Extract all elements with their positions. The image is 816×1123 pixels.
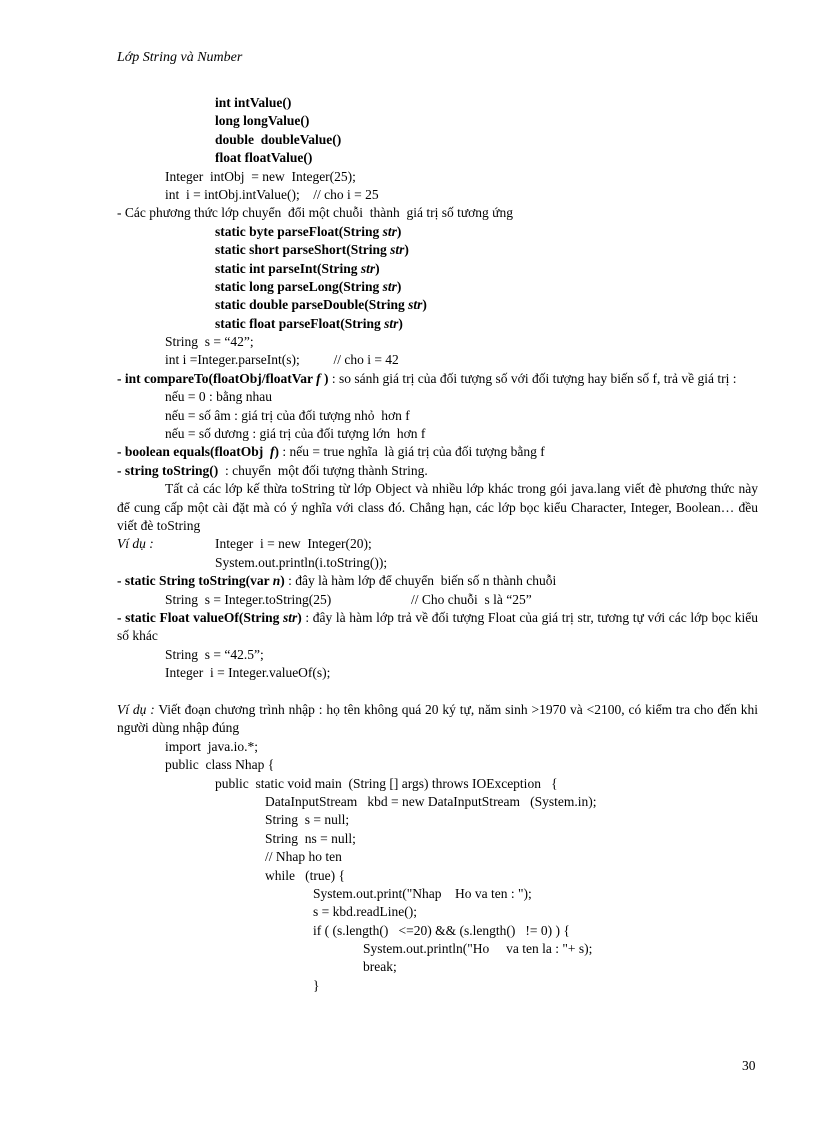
method-signature: static short parseShort(String str): [215, 242, 409, 258]
code-line: }: [313, 977, 320, 993]
method-signature: static int parseInt(String str): [215, 260, 380, 276]
method-signature: double doubleValue(): [215, 131, 342, 147]
running-header: Lớp String và Number: [117, 50, 243, 65]
code-line: String s = Integer.toString(25) // Cho chuỗi s là “25”: [165, 591, 532, 607]
code-line: Integer intObj = new Integer(25);: [165, 168, 356, 184]
code-line: System.out.println("Ho va ten la : "+ s);: [363, 941, 593, 957]
list-item: nếu = số dương : giá trị của đối tượng lớn hơn f: [165, 426, 426, 442]
example-block: Ví dụ : Integer i = new Integer(20);: [117, 536, 372, 552]
code-line: break;: [363, 959, 397, 975]
spacer: [117, 683, 758, 701]
method-signature: static float parseFloat(String str): [215, 315, 403, 331]
method-signature: static long parseLong(String str): [215, 278, 402, 294]
method-signature: int intValue(): [215, 95, 292, 110]
code-line: int i =Integer.parseInt(s); // cho i = 42: [165, 352, 399, 368]
code-line: String ns = null;: [265, 830, 356, 846]
page-body: [117, 94, 758, 995]
code-line: while (true) {: [265, 867, 345, 883]
code-line: DataInputStream kbd = new DataInputStream (System.in);: [265, 793, 597, 809]
list-item: nếu = số âm : giá trị của đối tượng nhỏ hơn f: [165, 407, 410, 423]
code-line: public static void main (String [] args) throws IOException {: [215, 775, 558, 791]
code-line: Integer i = Integer.valueOf(s);: [165, 665, 331, 681]
code-line: import java.io.*;: [165, 738, 258, 754]
code-line: public class Nhap {: [165, 757, 275, 773]
code-line: System.out.println(i.toString());: [215, 554, 388, 570]
example-paragraph: Ví dụ : Viết đoạn chương trình nhập : họ tên không quá 20 ký tự, năm sinh >1970 và <2100, có kiểm tra cho đến khi người dùng nhập đúng: [117, 701, 758, 736]
bullet-paragraph: - Các phương thức lớp chuyển đổi một chuỗi thành giá trị số tương ứng: [117, 205, 514, 221]
code-line: if ( (s.length() <=20) && (s.length() != 0) ) {: [313, 922, 570, 938]
method-signature: long longValue(): [215, 113, 310, 129]
bullet-paragraph: - static String toString(var n) : đây là hàm lớp để chuyển biến số n thành chuỗi: [117, 573, 557, 589]
code-line: System.out.print("Nhap Ho va ten : ");: [313, 885, 532, 901]
body-paragraph: Tất cả các lớp kế thừa toString từ lớp Object và nhiều lớp khác trong gói java.lang viết đè phương thức này để cung cấp một cài đặt mà có ý nghĩa với class đó. Chẳng hạn, các lớp bọc kiểu Character, Integer, Boolean… đều viết đè toString: [117, 481, 758, 534]
bullet-paragraph: - string toString() : chuyển một đối tượng thành String.: [117, 462, 428, 478]
code-line: // Nhap ho ten: [265, 849, 342, 865]
bullet-paragraph: - static Float valueOf(String str) : đây là hàm lớp trả về đối tượng Float của giá trị str, tương tự với các lớp bọc kiểu số khác: [117, 610, 758, 644]
bullet-paragraph: - int compareTo(floatObj/floatVar f ) : so sánh giá trị của đối tượng số với đối tượng hay biến số f, trả về giá trị :: [117, 370, 737, 386]
code-line: s = kbd.readLine();: [313, 904, 417, 920]
code-line: String s = null;: [265, 812, 350, 828]
code-line: String s = “42”;: [165, 334, 254, 350]
method-signature: static byte parseFloat(String str): [215, 223, 402, 239]
page-number: 30: [742, 1058, 756, 1073]
bullet-paragraph: - boolean equals(floatObj f) : nếu = true nghĩa là giá trị của đối tượng bằng f: [117, 444, 545, 460]
list-item: nếu = 0 : bằng nhau: [165, 389, 272, 405]
method-signature: float floatValue(): [215, 150, 313, 166]
code-line: int i = intObj.intValue(); // cho i = 25: [165, 186, 379, 202]
method-signature: static double parseDouble(String str): [215, 297, 427, 313]
code-line: String s = “42.5”;: [165, 646, 264, 662]
